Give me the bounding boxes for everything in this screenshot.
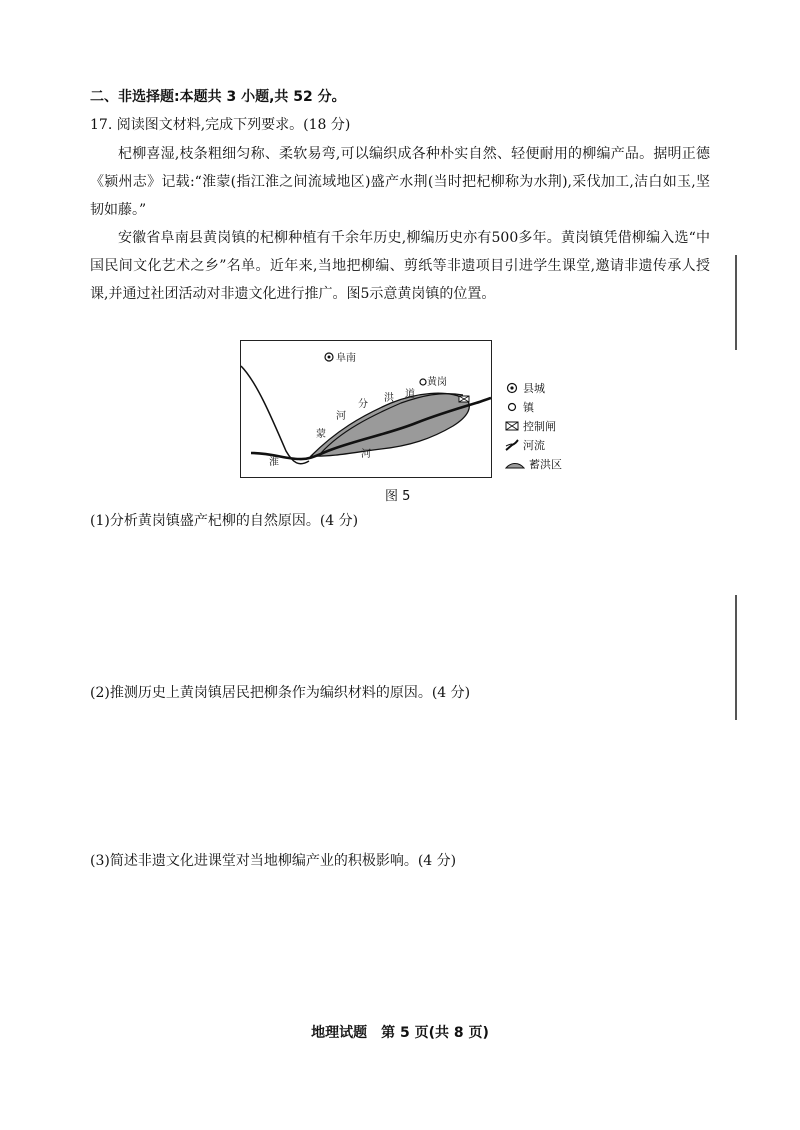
map-drawing bbox=[241, 341, 491, 477]
legend-item bbox=[505, 454, 562, 473]
label-huai: 淮 bbox=[269, 457, 279, 468]
question-3: (3)简述非遗文化进课堂对当地柳编产业的积极影响。(4 分) bbox=[90, 853, 457, 869]
legend-item bbox=[505, 397, 562, 416]
label-he1: 河 bbox=[336, 411, 346, 422]
legend-label: 镇 bbox=[523, 400, 534, 414]
location-map bbox=[240, 340, 492, 478]
page-footer: 地理试题 第 5 页(共 8 页) bbox=[311, 1025, 489, 1041]
tributary-river bbox=[241, 366, 309, 464]
material-text bbox=[90, 140, 710, 308]
paragraph-1: 杞柳喜湿,枝条粗细匀称、柔软易弯,可以编织成各种朴实自然、轻便耐用的柳编产品。据明正德《颍州志》记载:“淮蒙(指江淮之间流域地区)盛产水荆(当时把杞柳称为水荆),采伐加工,洁白如玉,坚韧如藤。” bbox=[90, 146, 710, 218]
county-seat-icon bbox=[505, 382, 519, 394]
map-legend bbox=[505, 378, 562, 473]
legend-label: 蓄洪区 bbox=[529, 457, 562, 471]
question-header: 17. 阅读图文材料,完成下列要求。(18 分) bbox=[90, 117, 351, 133]
figure-caption: 图 5 bbox=[385, 489, 411, 504]
label-huanggang: 黄岗 bbox=[427, 377, 447, 388]
legend-label: 河流 bbox=[523, 438, 545, 452]
question-1: (1)分析黄岗镇盛产杞柳的自然原因。(4 分) bbox=[90, 513, 359, 529]
legend-label: 控制闸 bbox=[523, 419, 556, 433]
legend-item bbox=[505, 435, 562, 454]
control-gate-icon bbox=[505, 420, 519, 432]
county-seat-dot bbox=[328, 356, 331, 359]
legend-label: 县城 bbox=[523, 381, 545, 395]
legend-item bbox=[505, 416, 562, 435]
label-fen: 分 bbox=[358, 399, 368, 410]
margin-line bbox=[735, 255, 737, 350]
label-funan: 阜南 bbox=[336, 353, 356, 364]
section-title: 二、非选择题:本题共 3 小题,共 52 分。 bbox=[90, 89, 346, 105]
river-icon bbox=[505, 439, 519, 451]
control-gate-icon bbox=[459, 396, 469, 402]
label-dao: 道 bbox=[405, 389, 415, 400]
town-icon bbox=[420, 379, 426, 385]
margin-line bbox=[735, 595, 737, 720]
label-hong: 洪 bbox=[384, 393, 394, 404]
question-2: (2)推测历史上黄岗镇居民把柳条作为编织材料的原因。(4 分) bbox=[90, 685, 471, 701]
flood-storage-icon bbox=[505, 458, 525, 470]
paragraph-2: 安徽省阜南县黄岗镇的杞柳种植有千余年历史,柳编历史亦有500多年。黄岗镇凭借柳编入选“中国民间文化艺术之乡”名单。近年来,当地把柳编、剪纸等非遗项目引进学生课堂,邀请非遗传承人授课,并通过社团活动对非遗文化进行推广。图5示意黄岗镇的位置。 bbox=[90, 230, 710, 302]
town-icon bbox=[505, 401, 519, 413]
label-he2: 河 bbox=[361, 449, 371, 460]
legend-item bbox=[505, 378, 562, 397]
label-meng: 蒙 bbox=[316, 429, 326, 440]
